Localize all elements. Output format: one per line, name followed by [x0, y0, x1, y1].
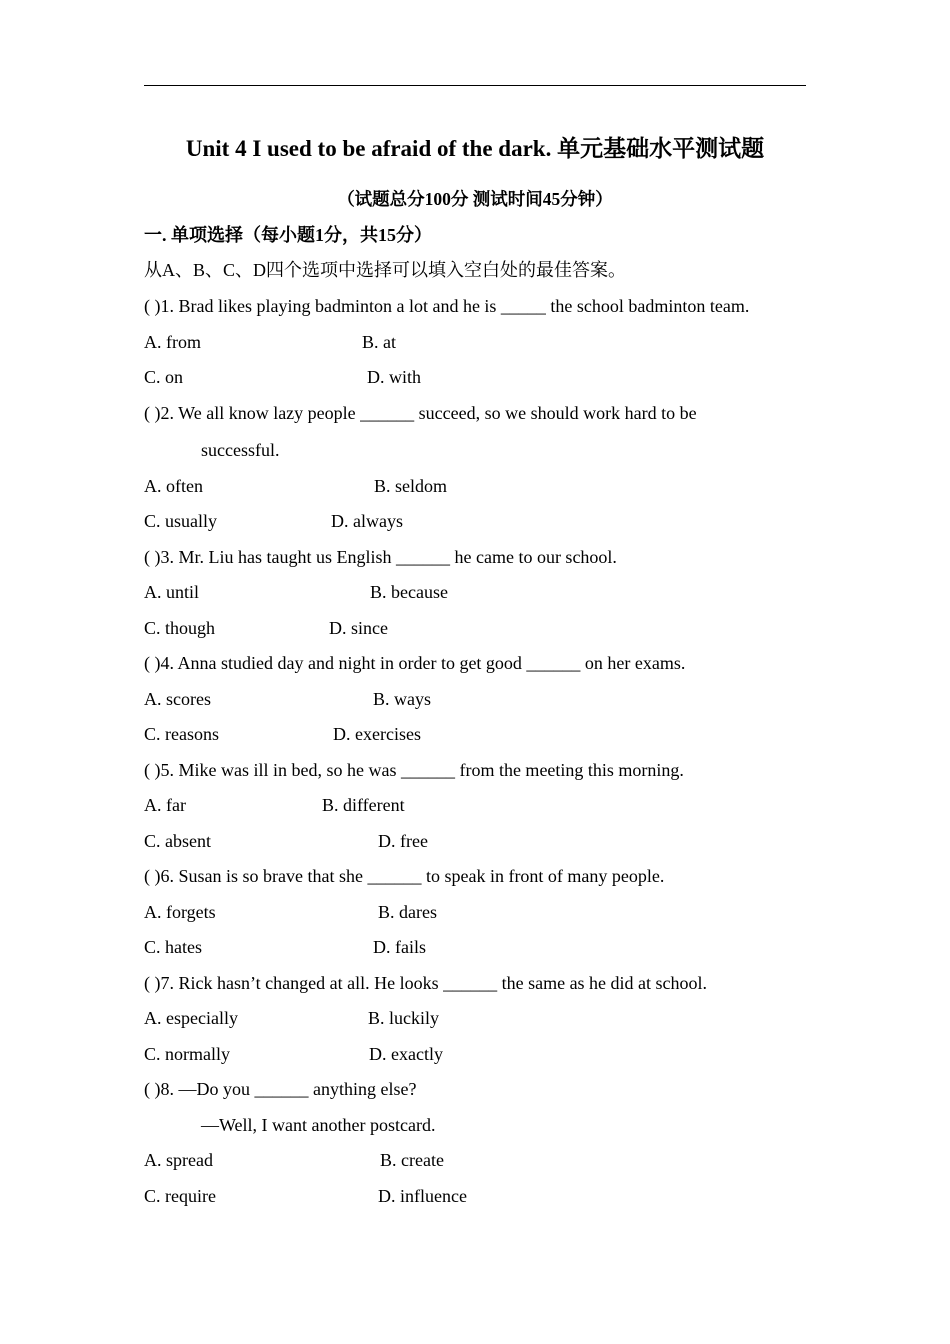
option-c: C. on — [144, 367, 184, 387]
option-d: D. exactly — [369, 1044, 443, 1064]
option-d: D. with — [367, 367, 421, 387]
page-subtitle: （试题总分100分 测试时间45分钟） — [337, 189, 613, 209]
option-a: A. spread — [144, 1150, 213, 1170]
option-d: D. exercises — [333, 724, 421, 744]
option-c: C. normally — [144, 1044, 230, 1064]
option-b: B. at — [362, 332, 396, 352]
option-a: A. forgets — [144, 902, 216, 922]
question-stem-continuation: —Well, I want another postcard. — [201, 1115, 436, 1135]
option-b: B. luckily — [368, 1008, 439, 1028]
question-stem: ( )6. Susan is so brave that she ______ to speak in front of many people. — [144, 866, 665, 886]
question-stem: ( )3. Mr. Liu has taught us English ______ he came to our school. — [144, 547, 617, 567]
question-stem: ( )4. Anna studied day and night in order to get good ______ on her exams. — [144, 653, 686, 673]
option-c: C. reasons — [144, 724, 219, 744]
option-b: B. create — [380, 1150, 444, 1170]
option-d: D. free — [378, 831, 428, 851]
option-c: C. usually — [144, 511, 218, 531]
option-c: C. hates — [144, 937, 202, 957]
section-instruction: 从A、B、C、D四个选项中选择可以填入空白处的最佳答案。 — [144, 260, 627, 280]
question-stem: ( )5. Mike was ill in bed, so he was ______ from the meeting this morning. — [144, 760, 684, 780]
option-c: C. require — [144, 1186, 216, 1206]
option-d: D. influence — [378, 1186, 467, 1206]
option-b: B. because — [370, 582, 448, 602]
question-stem: ( )8. —Do you ______ anything else? — [144, 1079, 417, 1099]
option-a: A. scores — [144, 689, 211, 709]
option-a: A. often — [144, 476, 203, 496]
header-rule — [144, 85, 806, 86]
section-heading: 一. 单项选择（每小题1分，共15分） — [144, 225, 432, 245]
option-b: B. dares — [378, 902, 437, 922]
question-stem: ( )7. Rick hasn’t changed at all. He looks ______ the same as he did at school. — [144, 973, 708, 993]
option-c: C. though — [144, 618, 216, 638]
option-d: D. always — [331, 511, 403, 531]
option-b: B. ways — [373, 689, 431, 709]
question-stem: ( )2. We all know lazy people ______ succeed, so we should work hard to be — [144, 403, 697, 423]
option-b: B. different — [322, 795, 405, 815]
option-a: A. especially — [144, 1008, 238, 1028]
option-d: D. since — [329, 618, 388, 638]
option-a: A. far — [144, 795, 186, 815]
option-a: A. until — [144, 582, 200, 602]
question-stem: ( )1. Brad likes playing badminton a lot and he is _____ the school badminton team. — [144, 296, 750, 316]
option-b: B. seldom — [374, 476, 448, 496]
option-c: C. absent — [144, 831, 211, 851]
option-d: D. fails — [373, 937, 426, 957]
option-a: A. from — [144, 332, 201, 352]
page-title: Unit 4 I used to be afraid of the dark. 单元基础水平测试题 — [185, 136, 765, 161]
question-stem-continuation: successful. — [201, 440, 280, 460]
